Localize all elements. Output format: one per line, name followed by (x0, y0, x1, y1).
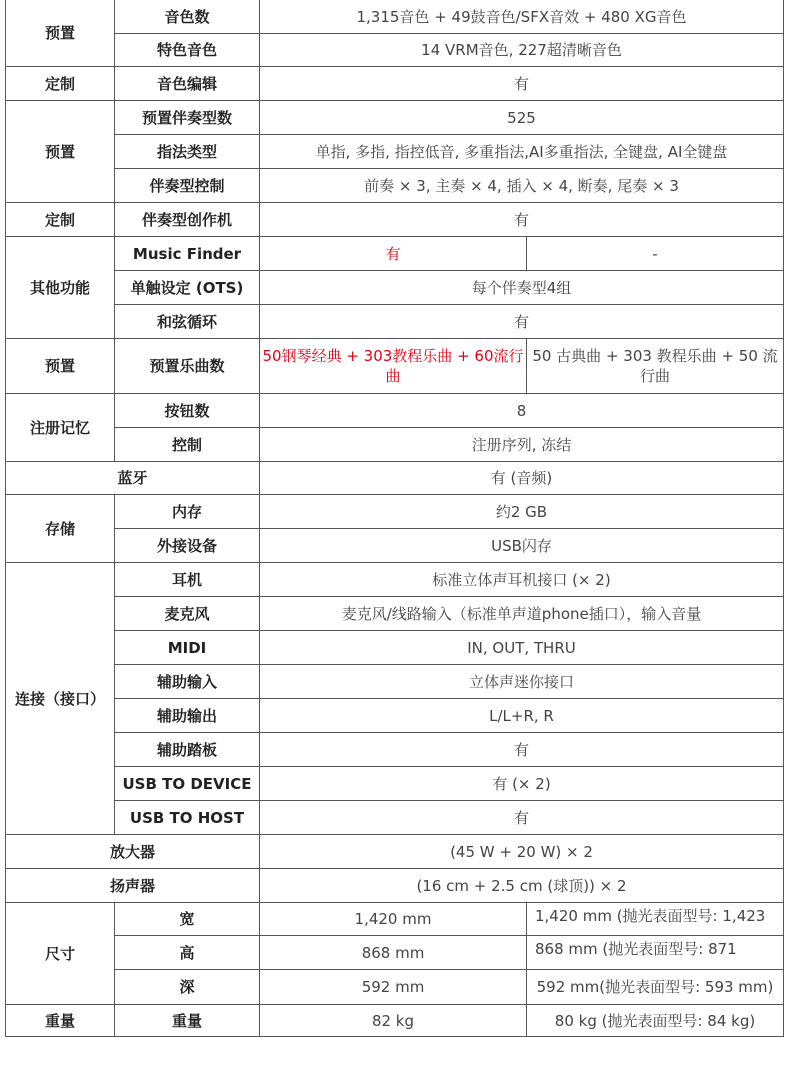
value-cell: 有 (260, 733, 784, 767)
feature-cell: 和弦循环 (115, 305, 260, 339)
feature-cell: 内存 (115, 495, 260, 529)
feature-cell: 辅助踏板 (115, 733, 260, 767)
value-cell: 有 (260, 67, 784, 101)
spec-table (5, 0, 784, 1037)
table-row (6, 699, 784, 733)
table-row (6, 597, 784, 631)
table-row (6, 733, 784, 767)
value-cell: 8 (260, 394, 784, 428)
table-row (6, 237, 784, 271)
value-cell: L/L+R, R (260, 699, 784, 733)
value-cell-a: 1,420 mm (260, 903, 527, 936)
table-row (6, 835, 784, 869)
value-cell-a: 有 (260, 237, 527, 271)
table-row (6, 970, 784, 1005)
table-row (6, 631, 784, 665)
value-cell: 14 VRM音色, 227超清晰音色 (260, 34, 784, 67)
table-row (6, 462, 784, 495)
category-cell: 重量 (6, 1005, 115, 1037)
value-cell: 有 (× 2) (260, 767, 784, 801)
feature-cell: MIDI (115, 631, 260, 665)
value-cell: 有 (260, 801, 784, 835)
category-cell: 定制 (6, 203, 115, 237)
table-row (6, 495, 784, 529)
table-row (6, 767, 784, 801)
value-cell: 前奏 × 3, 主奏 × 4, 插入 × 4, 断奏, 尾奏 × 3 (260, 169, 784, 203)
value-cell-b: 592 mm(抛光表面型号: 593 mm) (527, 970, 784, 1005)
table-row (6, 428, 784, 462)
value-cell-b: 1,420 mm (抛光表面型号: 1,423 (527, 903, 784, 936)
table-row (6, 67, 784, 101)
value-cell: (16 cm + 2.5 cm (球顶)) × 2 (260, 869, 784, 903)
table-row (6, 169, 784, 203)
feature-cell: 伴奏型控制 (115, 169, 260, 203)
table-row (6, 903, 784, 936)
feature-cell: USB TO HOST (115, 801, 260, 835)
feature-cell: 外接设备 (115, 529, 260, 563)
table-row (6, 34, 784, 67)
table-row (6, 101, 784, 135)
feature-cell: 宽 (115, 903, 260, 936)
value-cell-b: - (527, 237, 784, 271)
category-cell: 扬声器 (6, 869, 260, 903)
value-cell: 单指, 多指, 指控低音, 多重指法,AI多重指法, 全键盘, AI全键盘 (260, 135, 784, 169)
category-cell: 蓝牙 (6, 462, 260, 495)
feature-cell: 音色编辑 (115, 67, 260, 101)
category-cell: 预置 (6, 339, 115, 394)
category-cell: 预置 (6, 0, 115, 67)
table-row (6, 529, 784, 563)
value-cell-a: 82 kg (260, 1005, 527, 1037)
table-row (6, 869, 784, 903)
table-row (6, 203, 784, 237)
table-row (6, 394, 784, 428)
category-cell: 注册记忆 (6, 394, 115, 462)
value-cell: 525 (260, 101, 784, 135)
value-cell: 麦克风/线路输入（标准单声道phone插口），输入音量 (260, 597, 784, 631)
table-row (6, 1005, 784, 1037)
feature-cell: 单触设定 (OTS) (115, 271, 260, 305)
feature-cell: 重量 (115, 1005, 260, 1037)
category-cell: 预置 (6, 101, 115, 203)
value-cell: 约2 GB (260, 495, 784, 529)
value-cell: USB闪存 (260, 529, 784, 563)
table-row (6, 936, 784, 970)
feature-cell: Music Finder (115, 237, 260, 271)
value-cell: 1,315音色 + 49鼓音色/SFX音效 + 480 XG音色 (260, 0, 784, 34)
table-row (6, 135, 784, 169)
value-cell: 立体声迷你接口 (260, 665, 784, 699)
value-cell: (45 W + 20 W) × 2 (260, 835, 784, 869)
feature-cell: 深 (115, 970, 260, 1005)
feature-cell: 音色数 (115, 0, 260, 34)
feature-cell: 高 (115, 936, 260, 970)
value-cell: 有 (音频) (260, 462, 784, 495)
table-row (6, 271, 784, 305)
value-cell-a: 50钢琴经典 + 303教程乐曲 + 60流行曲 (260, 339, 527, 394)
feature-cell: 麦克风 (115, 597, 260, 631)
table-row (6, 801, 784, 835)
category-cell: 连接（接口） (6, 563, 115, 835)
value-cell: 每个伴奏型4组 (260, 271, 784, 305)
feature-cell: 辅助输出 (115, 699, 260, 733)
category-cell: 其他功能 (6, 237, 115, 339)
feature-cell: 预置乐曲数 (115, 339, 260, 394)
feature-cell: 伴奏型创作机 (115, 203, 260, 237)
value-cell-b: 80 kg (抛光表面型号: 84 kg) (527, 1005, 784, 1037)
table-row (6, 339, 784, 394)
feature-cell: 耳机 (115, 563, 260, 597)
table-row (6, 0, 784, 34)
value-cell: 有 (260, 203, 784, 237)
value-cell-a: 868 mm (260, 936, 527, 970)
feature-cell: USB TO DEVICE (115, 767, 260, 801)
category-cell: 放大器 (6, 835, 260, 869)
feature-cell: 指法类型 (115, 135, 260, 169)
value-cell-a: 592 mm (260, 970, 527, 1005)
value-cell-b: 50 古典曲 + 303 教程乐曲 + 50 流行曲 (527, 339, 784, 394)
value-cell-b: 868 mm (抛光表面型号: 871 (527, 936, 784, 970)
feature-cell: 预置伴奏型数 (115, 101, 260, 135)
value-cell: IN, OUT, THRU (260, 631, 784, 665)
feature-cell: 按钮数 (115, 394, 260, 428)
table-row (6, 305, 784, 339)
feature-cell: 辅助输入 (115, 665, 260, 699)
value-cell: 有 (260, 305, 784, 339)
category-cell: 存储 (6, 495, 115, 563)
table-row (6, 665, 784, 699)
feature-cell: 特色音色 (115, 34, 260, 67)
category-cell: 定制 (6, 67, 115, 101)
table-row (6, 563, 784, 597)
category-cell: 尺寸 (6, 903, 115, 1005)
value-cell: 标准立体声耳机接口 (× 2) (260, 563, 784, 597)
value-cell: 注册序列, 冻结 (260, 428, 784, 462)
feature-cell: 控制 (115, 428, 260, 462)
